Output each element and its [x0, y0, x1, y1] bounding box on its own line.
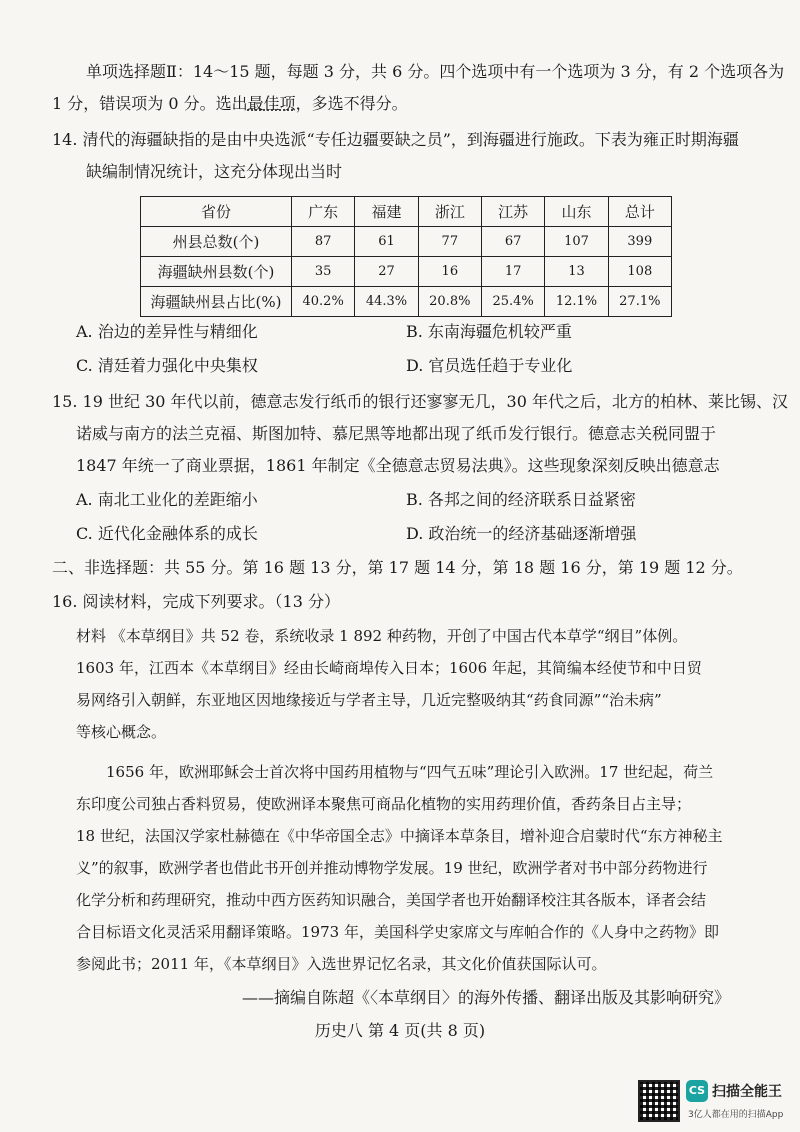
- section-intro-line2: [52, 94, 408, 114]
- q16-source: ——摘编自陈超《〈本草纲目〉的海外传播、翻译出版及其影响研究》: [241, 988, 730, 1007]
- table-row: [141, 257, 672, 287]
- table-cell: 海疆缺州县数(个): [141, 257, 292, 287]
- table-cell: 浙江: [418, 197, 481, 227]
- table-cell: 108: [608, 257, 671, 287]
- camscanner-logo-icon: CS: [686, 1080, 708, 1102]
- q14-statistics-table: [140, 196, 672, 317]
- q16-material-line: 参阅此书；2011 年，《本草纲目》入选世界记忆名录，其文化价值获国际认可。: [76, 955, 607, 973]
- table-cell: 山东: [545, 197, 608, 227]
- table-header-row: [141, 197, 672, 227]
- table-cell: 27: [355, 257, 418, 287]
- q15-stem-line1: 15. 19 世纪 30 年代以前，德意志发行纸币的银行还寥寥无几，30 年代之后，北方的柏林、莱比锡、汉: [52, 392, 788, 411]
- q16-material-line: 化学分析和药理研究，推动中西方医药知识融合，美国学者也开始翻译校注其各版本，译者会结: [76, 891, 707, 909]
- table-cell: 12.1%: [545, 287, 608, 317]
- part2-heading: 二、非选择题：共 55 分。第 16 题 13 分，第 17 题 14 分，第 18 题 16 分，第 19 题 12 分。: [52, 558, 743, 577]
- table-cell: 44.3%: [355, 287, 418, 317]
- table-cell: 广东: [292, 197, 355, 227]
- table-cell: 13: [545, 257, 608, 287]
- table-cell: 福建: [355, 197, 418, 227]
- table-cell: 17: [481, 257, 544, 287]
- q14-stem-line2: 缺编制情况统计，这充分体现出当时: [86, 162, 343, 181]
- q16-material-line: 义”的叙事，欧洲学者也借此书开创并推动博物学发展。19 世纪，欧洲学者对书中部分药物进行: [76, 859, 708, 877]
- intro-text-b: ，多选不得分。: [295, 94, 408, 113]
- scanner-tagline: 3亿人都在用的扫描App: [688, 1110, 784, 1120]
- intro-emphasis: 最佳项: [247, 94, 296, 113]
- table-cell: 海疆缺州县占比(%): [141, 287, 292, 317]
- q15-option-d: D. 政治统一的经济基础逐渐增强: [406, 524, 637, 543]
- table-cell: 35: [292, 257, 355, 287]
- table-cell: 61: [355, 227, 418, 257]
- table-cell: 25.4%: [481, 287, 544, 317]
- table-cell: 州县总数(个): [141, 227, 292, 257]
- q16-material-line: 易网络引入朝鲜，东亚地区因地缘接近与学者主导，几近完整吸纳其“药食同源”“治未病”: [76, 691, 662, 709]
- q16-material-line: 等核心概念。: [76, 723, 167, 741]
- section-intro-line1: 单项选择题Ⅱ：14～15 题，每题 3 分，共 6 分。四个选项中有一个选项为 3 分，有 2 个选项各为: [86, 62, 785, 81]
- table-cell: 总计: [608, 197, 671, 227]
- q15-option-a: A. 南北工业化的差距缩小: [76, 490, 258, 509]
- table-cell: 77: [418, 227, 481, 257]
- q14-option-b: B. 东南海疆危机较严重: [406, 322, 572, 341]
- q16-stem: 16. 阅读材料，完成下列要求。（13 分）: [52, 592, 340, 611]
- table-cell: 399: [608, 227, 671, 257]
- q16-material-line: 18 世纪，法国汉学家杜赫德在《中华帝国全志》中摘译本草条目，增补迎合启蒙时代“东方神秘主: [76, 827, 723, 845]
- table-cell: 27.1%: [608, 287, 671, 317]
- qr-code-icon: [638, 1080, 680, 1122]
- q15-stem-line3: 1847 年统一了商业票据，1861 年制定《全德意志贸易法典》。这些现象深刻反映出德意志: [76, 456, 720, 475]
- intro-text-a: 1 分，错误项为 0 分。选出: [52, 94, 248, 113]
- q14-option-c: C. 清廷着力强化中央集权: [76, 356, 258, 375]
- page-footer: 历史八 第 4 页(共 8 页): [314, 1021, 486, 1040]
- q16-material-line: 东印度公司独占香料贸易，使欧洲译本聚焦可商品化植物的实用药理价值，香药条目占主导；: [76, 795, 692, 813]
- q16-material-line: 1656 年，欧洲耶稣会士首次将中国药用植物与“四气五味”理论引入欧洲。17 世纪起，荷兰: [106, 763, 714, 781]
- table-cell: 40.2%: [292, 287, 355, 317]
- table-cell: 省份: [141, 197, 292, 227]
- q15-stem-line2: 诺威与南方的法兰克福、斯图加特、慕尼黑等地都出现了纸币发行银行。德意志关税同盟于: [76, 424, 717, 443]
- q16-material-line: 材料 《本草纲目》共 52 卷，系统收录 1 892 种药物，开创了中国古代本草学“纲目”体例。: [76, 627, 688, 645]
- q14-option-a: A. 治边的差异性与精细化: [76, 322, 258, 341]
- q15-option-c: C. 近代化金融体系的成长: [76, 524, 258, 543]
- table-cell: 107: [545, 227, 608, 257]
- table-cell: 20.8%: [418, 287, 481, 317]
- table-row: [141, 227, 672, 257]
- table-cell: 江苏: [481, 197, 544, 227]
- q15-option-b: B. 各邦之间的经济联系日益紧密: [406, 490, 636, 509]
- q14-option-d: D. 官员选任趋于专业化: [406, 356, 573, 375]
- q16-material-line: 1603 年，江西本《本草纲目》经由长崎商埠传入日本；1606 年起，其简编本经使节和中日贸: [76, 659, 702, 677]
- table-cell: 87: [292, 227, 355, 257]
- table-cell: 67: [481, 227, 544, 257]
- q16-material-line: 合目标语文化灵活采用翻译策略。1973 年，美国科学史家席文与库帕合作的《人身中之药物》即: [76, 923, 719, 941]
- table-cell: 16: [418, 257, 481, 287]
- table-row: [141, 287, 672, 317]
- scanner-app-name: 扫描全能王: [712, 1084, 782, 1100]
- q14-stem-line1: 14. 清代的海疆缺指的是由中央选派“专任边疆要缺之员”，到海疆进行施政。下表为雍正时期海疆: [52, 130, 739, 149]
